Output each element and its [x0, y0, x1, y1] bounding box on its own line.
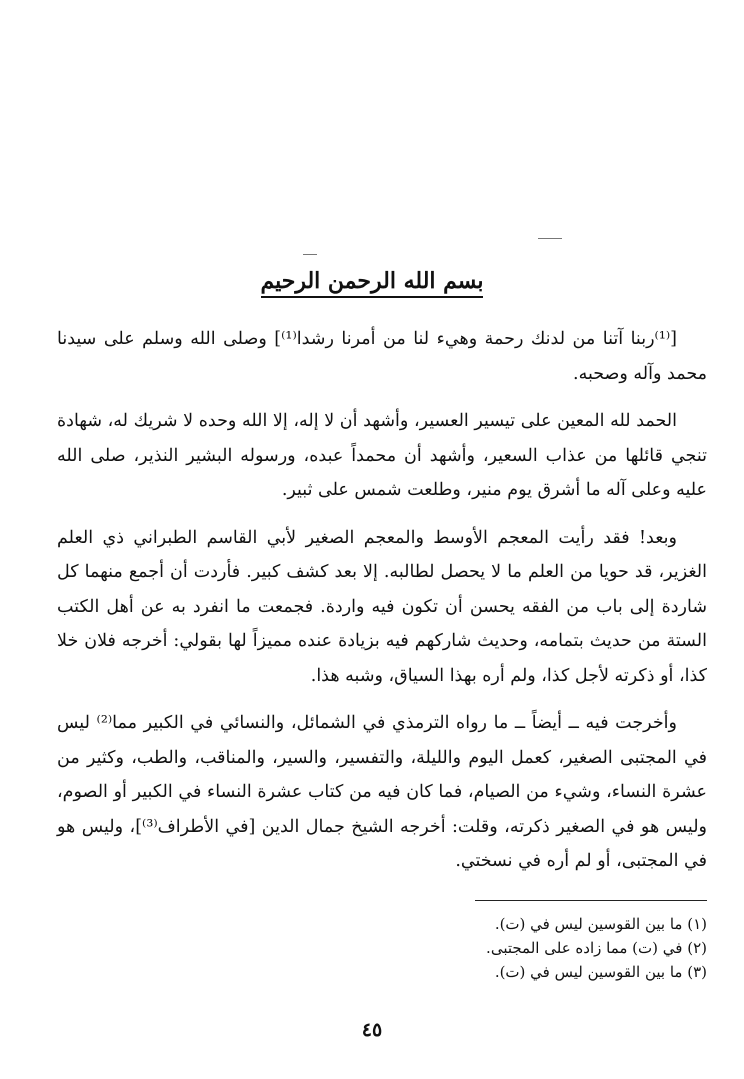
- basmala-text: بسم الله الرحمن الرحيم: [260, 268, 484, 294]
- introduction-paragraph: وبعد! فقد رأيت المعجم الأوسط والمعجم الصغير لأبي القاسم الطبراني ذي العلم الغزير، قد حويا من العلم ما لا يحصل لطالبه. إلا بعد كشف كبير. فأردت أن أجمع منهما كل شاردة إلى باب من الفقه يحسن أن تكون فيه واردة. فجمعت ما انفرد به عن أهل الكتب الستة من حديث بتمامه، وحديث شاركهم فيه بزيادة عنده مميزاً لها بقولي: أخرجه فلان خلا كذا، أو ذكرته لأجل كذا، ولم أره بهذا السياق، وشبه هذا.: [57, 527, 707, 686]
- basmala-heading: [0, 268, 744, 298]
- scan-speck: [538, 238, 562, 239]
- footnotes: [407, 912, 707, 984]
- footnote-item: (٣) ما بين القوسين ليس في (ت).: [494, 963, 707, 981]
- opening-paragraph: [⁽¹⁾ربنا آتنا من لدنك رحمة وهيء لنا من أمرنا رشدا⁽¹⁾] وصلى الله وسلم على سيدنا محمد وآله وصحبه.: [57, 329, 707, 384]
- main-text: [57, 322, 707, 892]
- method-paragraph: وأخرجت فيه ــ أيضاً ــ ما رواه الترمذي في الشمائل، والنسائي في الكبير مما⁽²⁾ ليس في المجتبى الصغير، كعمل اليوم والليلة، والتفسير، والسير، والمناقب، والطب، وكثير من عشرة النساء، وشيء من الصيام، فما كان فيه من كتاب عشرة النساء في الكبير أو الصوم، وليس هو في الصغير ذكرته، وقلت: أخرجه الشيخ جمال الدين [في الأطراف⁽³⁾]، وليس هو في المجتبى، أو لم أره في نسختي.: [57, 713, 707, 871]
- scan-speck: [303, 254, 317, 255]
- basmala-underline: [261, 296, 483, 298]
- footnote-item: (٢) في (ت) مما زاده على المجتبى.: [486, 939, 707, 957]
- footnote-separator: [475, 900, 707, 901]
- footnote-item: (١) ما بين القوسين ليس في (ت).: [494, 915, 707, 933]
- hamd-paragraph: الحمد لله المعين على تيسير العسير، وأشهد أن لا إله، إلا الله وحده لا شريك له، شهادة تنجي قائلها من عذاب السعير، وأشهد أن محمداً عبده، ورسوله البشير النذير، صلى الله عليه وعلى آله ما أشرق يوم منير، وطلعت شمس على ثبير.: [57, 411, 707, 500]
- page-number: ٤٥: [361, 1019, 383, 1041]
